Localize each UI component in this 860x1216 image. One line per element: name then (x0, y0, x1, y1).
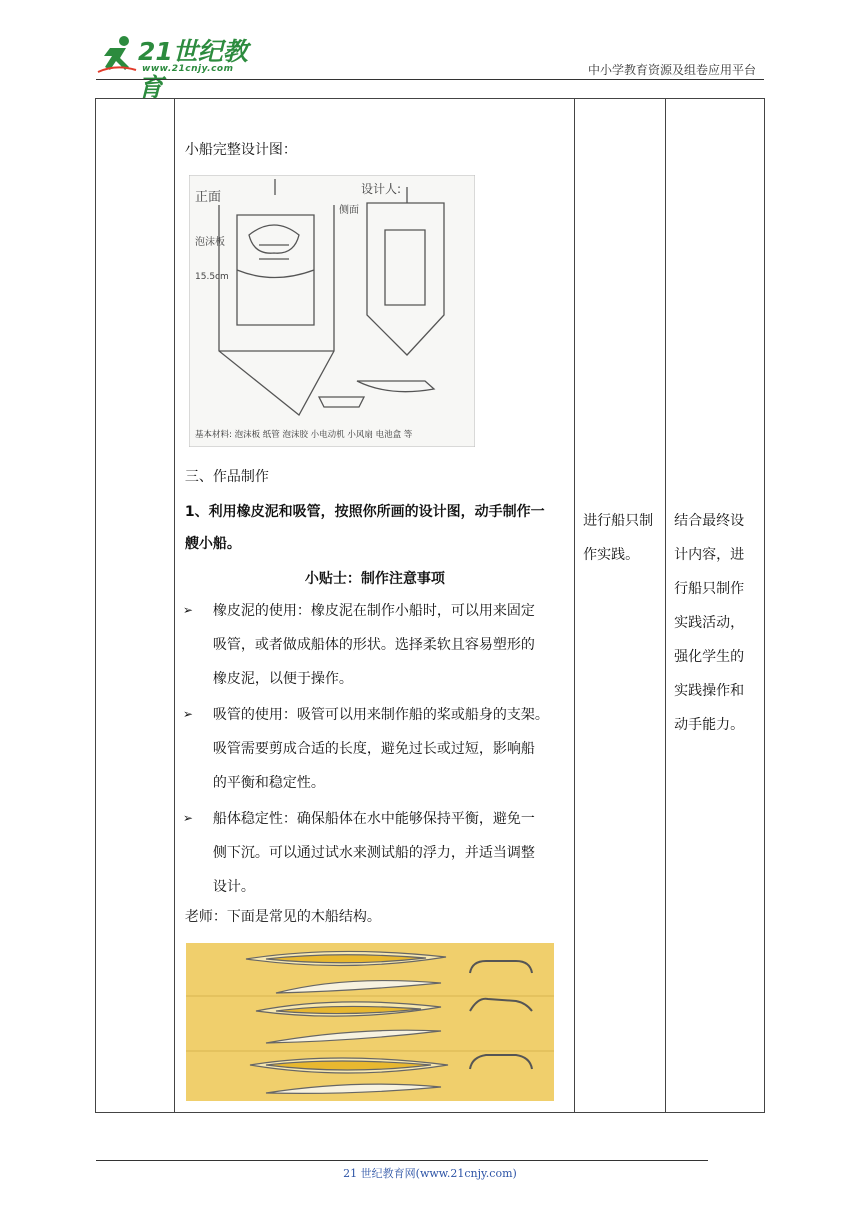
design-label-side: 侧面 (338, 205, 359, 216)
bullet2-line2: 吸管需要剪成合适的长度，避免过长或过短，影响船 (212, 741, 535, 757)
intent-line1: 结合最终设 (674, 513, 745, 529)
platform-title: 中小学教育资源及组卷应用平台 (587, 63, 756, 77)
task1-line1: 1、利用橡皮泥和吸管，按照你所画的设计图，动手制作一 (184, 504, 545, 520)
bullet1-line2: 吸管，或者做成船体的形状。选择柔软且容易塑形的 (212, 637, 535, 653)
table-cell-intent (666, 99, 765, 1113)
task1-line2: 艘小船。 (184, 536, 241, 552)
wooden-boat-structure-image (186, 943, 554, 1101)
bullet3-line1: 船体稳定性：确保船体在水中能够保持平衡，避免一 (212, 811, 535, 827)
bullet1-line3: 橡皮泥，以便于操作。 (212, 671, 353, 687)
intent-line7: 动手能力。 (674, 717, 745, 733)
bullet-marker: ➢ (182, 707, 193, 721)
footer-link[interactable]: 21 世纪教育网(www.21cnjy.com) (343, 1167, 517, 1180)
intent-line5: 强化学生的 (674, 649, 745, 665)
bullet-marker: ➢ (182, 603, 193, 617)
section3-title: 三、作品制作 (184, 469, 269, 485)
header-divider (96, 79, 764, 80)
bullet2-line3: 的平衡和稳定性。 (212, 775, 325, 791)
bullet-marker: ➢ (182, 811, 193, 825)
activity-line2: 作实践。 (583, 547, 640, 563)
design-label-materials: 基本材料: 泡沫板 纸管 泡沫胶 小电动机 小风扇 电池盒 等 (194, 430, 413, 440)
design-label-designer: 设计人: (360, 182, 401, 196)
boat-design-drawing (189, 175, 475, 447)
runner-icon (96, 34, 140, 76)
intent-line6: 实践操作和 (674, 683, 745, 699)
intent-line3: 行船只制作 (674, 581, 745, 597)
table-cell-empty (96, 99, 175, 1113)
table-cell-activity (575, 99, 666, 1113)
activity-line1: 进行船只制 (583, 513, 654, 529)
intent-line2: 计内容，进 (674, 547, 745, 563)
logo (96, 34, 266, 102)
tips-title: 小贴士：制作注意事项 (304, 571, 445, 587)
bullet2-line1: 吸管的使用：吸管可以用来制作船的桨或船身的支架。 (212, 707, 549, 723)
bullet3-line3: 设计。 (212, 879, 255, 895)
page-header (0, 0, 860, 102)
teacher-line: 老师：下面是常见的木船结构。 (184, 909, 381, 925)
footer-divider (96, 1160, 708, 1161)
logo-text: 21世纪教育 (138, 37, 248, 102)
design-label-front: 正面 (194, 190, 221, 205)
design-label-foam: 泡沫板 (194, 237, 225, 248)
lesson-table (95, 98, 765, 1113)
intent-line4: 实践活动， (674, 615, 745, 631)
bullet3-line2: 侧下沉。可以通过试水来测试船的浮力，并适当调整 (212, 845, 535, 861)
bullet1-line1: 橡皮泥的使用：橡皮泥在制作小船时，可以用来固定 (212, 603, 535, 619)
logo-url: www.21cnjy.com (142, 64, 234, 74)
design-title: 小船完整设计图： (184, 142, 297, 158)
design-label-size: 15.5cm (194, 272, 229, 282)
table-cell-content (174, 99, 574, 1113)
